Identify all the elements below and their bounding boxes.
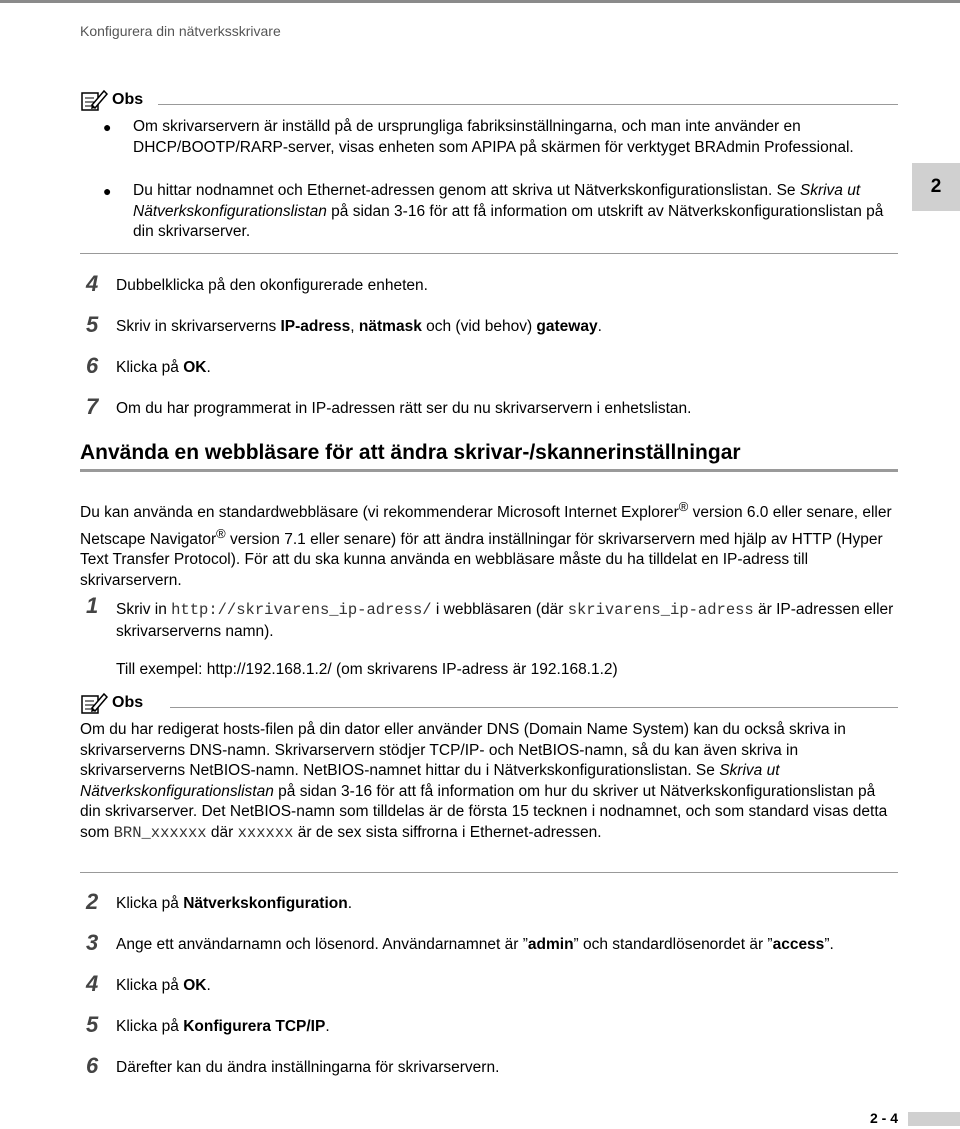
intro-paragraph: Du kan använda en standardwebbläsare (vi rekommenderar Microsoft Internet Explorer® version 6.0 eller senare, eller Netscape Navigator® version 7.1 eller senare) för att ändra inställningar för skrivarservern med hjälp av HTTP (Hyper Text Transfer Protocol). För att du ska kunna använda en webbläsare måste du ha tilldelat en IP-adress till skrivarservern. — [80, 499, 892, 589]
top-rule — [0, 0, 960, 3]
link-network-config-list[interactable]: Skriva ut Nätverkskonfigurationslistan — [80, 762, 780, 800]
note-bullet-1: Om skrivarservern är inställd på de ursprungliga fabriksinställningarna, och man inte använder en DHCP/BOOTP/RARP-server, visas enheten som APIPA på skärmen för verktyget BRAdmin Professional. — [133, 118, 854, 156]
page-number: 2 - 4 — [870, 1110, 899, 1126]
note-bullet-2: Du hittar nodnamnet och Ethernet-adressen genom att skriva ut Nätverkskonfigurationslistan. Se Skriva ut Nätverkskonfigurationslistan på sidan 3-16 för att få information om utskrift av Nätverkskonfigurationslistan på din skrivarserver. — [133, 182, 884, 240]
note-rule — [158, 104, 898, 105]
step-number: 3 — [86, 930, 99, 955]
step-text: Skriv in http://skrivarens_ip-adress/ i webbläsaren (där skrivarens_ip-adress är IP-adressen eller skrivarserverns namn). — [116, 601, 894, 640]
example-text: Till exempel: http://192.168.1.2/ (om skrivarens IP-adress är 192.168.1.2) — [116, 661, 618, 678]
step-number: 2 — [86, 889, 99, 914]
step-number: 4 — [86, 971, 99, 996]
link-network-config-list[interactable]: Skriva ut Nätverkskonfigurationslistan — [133, 182, 861, 220]
step-number: 7 — [86, 394, 99, 419]
step-number: 1 — [86, 593, 99, 618]
step-text: Klicka på Nätverkskonfiguration. — [116, 895, 353, 912]
note-heading — [80, 88, 143, 112]
step-number: 6 — [86, 1053, 99, 1078]
step-number: 5 — [86, 312, 99, 337]
bullet-dot: ● — [103, 119, 112, 135]
note-label: Obs — [112, 91, 144, 108]
note-heading — [80, 691, 143, 715]
footer-bar — [908, 1112, 960, 1126]
note-pencil-icon — [80, 88, 108, 112]
section-rule — [80, 469, 898, 472]
step-text: Klicka på Konfigurera TCP/IP. — [116, 1018, 330, 1035]
note-end-rule — [80, 253, 898, 254]
step-text: Därefter kan du ändra inställningarna för skrivarservern. — [116, 1059, 500, 1076]
note-pencil-icon — [80, 691, 108, 715]
section-title: Använda en webbläsare för att ändra skrivar-/skannerinställningar — [80, 441, 741, 464]
note-end-rule — [80, 872, 898, 873]
step-text: Dubbelklicka på den okonfigurerade enheten. — [116, 277, 428, 294]
note-label: Obs — [112, 694, 144, 711]
step-number: 5 — [86, 1012, 99, 1037]
step-text: Skriv in skrivarserverns IP-adress, nätmask och (vid behov) gateway. — [116, 318, 602, 335]
step-number: 4 — [86, 271, 99, 296]
page-header: Konfigurera din nätverksskrivare — [80, 23, 281, 39]
step-text: Ange ett användarnamn och lösenord. Användarnamnet är ”admin” och standardlösenordet är ”access”. — [116, 936, 834, 953]
chapter-tab: 2 — [912, 163, 960, 211]
step-number: 6 — [86, 353, 99, 378]
step-text: Om du har programmerat in IP-adressen rätt ser du nu skrivarservern i enhetslistan. — [116, 400, 692, 417]
bullet-dot: ● — [103, 183, 112, 199]
note-rule — [170, 707, 898, 708]
step-text: Klicka på OK. — [116, 977, 211, 994]
note-paragraph: Om du har redigerat hosts-filen på din dator eller använder DNS (Domain Name System) kan du också skriva in skrivarserverns DNS-namn. Skrivarservern stödjer TCP/IP- och NetBIOS-namn, så du kan även skriva in skrivarserverns NetBIOS-namn. NetBIOS-namnet hittar du i Nätverkskonfigurationslistan. Se Skriva ut Nätverkskonfigurationslistan på sidan 3-16 för att få information om hur du skriver ut Nätverkskonfigurationslistan på din skrivarserver. Det NetBIOS-namn som tilldelas är de första 15 tecknen i nodnamnet, och som standard visas detta som BRN_xxxxxx där xxxxxx är de sex sista siffrorna i Ethernet-adressen. — [80, 721, 888, 842]
step-text: Klicka på OK. — [116, 359, 211, 376]
